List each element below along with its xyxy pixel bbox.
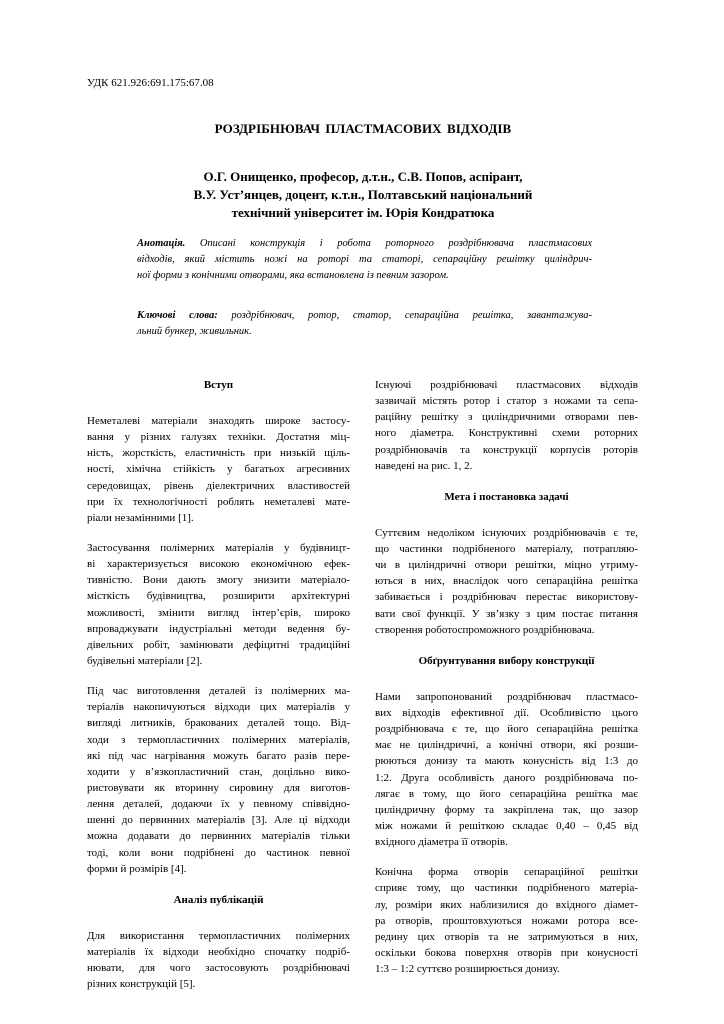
paragraph-line: вхідного діаметра її отворів. xyxy=(375,836,508,849)
section-heading-analysis: Аналіз публікацій xyxy=(173,893,264,906)
paragraph-line: циліндричну форму та закріплена так, що зазор xyxy=(375,803,638,816)
paragraph xyxy=(375,689,638,850)
paragraph xyxy=(87,413,350,526)
paragraph-line: тивністю. Вони дають змогу знизити матеріало- xyxy=(87,574,350,587)
paragraph-line: місткість будівництва, розширити архітектурні xyxy=(87,590,350,603)
authors-block xyxy=(87,168,639,222)
section-heading-intro: Вступ xyxy=(203,379,234,391)
paragraph-line: ра отворів, проштовхуються ножами ротора все- xyxy=(375,914,638,927)
paragraph-line: рюються донизу та мають конусність від 1:3 до xyxy=(375,755,638,768)
paragraph-line: будівельні матеріали [2]. xyxy=(87,654,203,667)
paragraph-line: Під час виготовлення деталей із полімерних ма- xyxy=(87,685,350,698)
paragraph xyxy=(375,525,638,638)
paragraph-line: ності, хімічна стійкість у багатьох агресивних xyxy=(87,463,350,476)
paragraph-line: різних конструкцій [5]. xyxy=(87,978,196,991)
abstract xyxy=(137,236,592,284)
paragraph-line: при їх технологічності роблять неметалеві мате- xyxy=(87,495,350,508)
paragraph-line: що частинки подрібненого матеріалу, потрапляю- xyxy=(375,542,638,555)
paragraph-line: ність, жорсткість, еластичність при низькій щіль- xyxy=(87,447,350,460)
paragraph xyxy=(87,683,350,877)
section-heading-construction-choice: Обґрунтування вибору конструкції xyxy=(418,654,595,667)
authors-line: В.У. Уст’янцев, доцент, к.т.н., Полтавський національний xyxy=(193,187,533,202)
abstract-line xyxy=(137,236,592,252)
keywords-text: роздрібнювач, ротор, статор, сепараційна решітка, завантажува- xyxy=(231,310,593,321)
abstract-text: Описані конструкція і робота роторного роздрібнювача пластмасових xyxy=(199,238,592,249)
paragraph-line: Нами запропонований роздрібнювач пластмасо- xyxy=(375,690,638,703)
paragraph-line: тоді, коли вони подрібнені до частинок певної xyxy=(87,846,350,859)
paragraph-line: створення роботоспроможного роздрібнювача. xyxy=(375,623,595,636)
right-column xyxy=(375,377,638,977)
paper-title: РОЗДРІБНЮВАЧ ПЛАСТМАСОВИХ ВІДХОДІВ xyxy=(214,121,512,136)
paragraph-line: раційну решітку з циліндричними отворами пев- xyxy=(375,411,638,424)
paragraph-line: зазвичай містять ротор і статор з ножами та сепа- xyxy=(375,395,638,408)
paragraph-line: лу, розміри яких наблизилися до вхідного діамет- xyxy=(375,898,638,911)
paragraph-line: Суттєвим недоліком існуючих роздрібнювачів є те, xyxy=(375,526,638,539)
abstract-label: Анотація. xyxy=(137,238,186,249)
paragraph-line: має не циліндричні, а конічні отвори, які розши- xyxy=(375,739,638,752)
paragraph-line: форми й розмірів [4]. xyxy=(87,862,187,875)
paragraph-line: ного діаметра. Конструктивні схеми роторних xyxy=(375,427,638,440)
paragraph-line: Конічна форма отворів сепараційної решітки xyxy=(375,866,638,879)
left-column xyxy=(87,377,350,992)
paragraph-line: між ножами й решіткою складає 0,40 – 0,45 від xyxy=(375,819,638,832)
section-heading-goal: Мета і постановка задачі xyxy=(444,490,569,503)
paragraph-line: які під час нагрівання можуть багато разів пере- xyxy=(87,749,350,762)
paragraph-line: лягає в тому, що його сепараційна решітка має xyxy=(375,787,638,800)
keywords-label: Ключові слова: xyxy=(137,310,218,321)
paragraph-line: ються в них, внаслідок чого сепараційна решітка xyxy=(375,575,638,588)
paragraph-line: шенні до первинних матеріалів [3]. Але ці відходи xyxy=(87,814,350,827)
paragraph-line: ходи з термопластичних полімерних матеріалів, xyxy=(87,733,350,746)
paragraph xyxy=(375,864,638,977)
paragraph-line: сприяє тому, що частинки подрібненого матеріа- xyxy=(375,882,638,895)
paragraph-line: вигляді литників, бракованих деталей тощо. Від- xyxy=(87,717,350,730)
paragraph-line: нювати, для чого застосовують роздрібнювачі xyxy=(87,962,350,975)
paragraph-line: роздрібнювача є те, що його сепараційна решітка xyxy=(375,723,638,736)
abstract-line: відходів, який містить ножі на роторі та статорі, сепараційну решітку циліндрич- xyxy=(137,254,592,265)
paragraph xyxy=(87,928,350,993)
keywords-line xyxy=(137,308,592,324)
paragraph-line: ристовувати як вторинну сировину для виготов- xyxy=(87,781,350,794)
paragraph-line: Неметалеві матеріали знаходять широке застосу- xyxy=(87,415,350,427)
paragraph-line: теріалів накопичуються відходи цих матеріалів у xyxy=(87,701,350,714)
paragraph xyxy=(375,377,638,474)
paragraph-line: наведені на рис. 1, 2. xyxy=(375,459,473,472)
paragraph-line: 1:3 – 1:2 суттєво розширюється донизу. xyxy=(375,963,560,976)
paragraph-line: можна додавати до первинних матеріалів тільки xyxy=(87,830,350,843)
authors-line: О.Г. Онищенко, професор, д.т.н., С.В. Попов, аспірант, xyxy=(203,169,523,184)
paragraph-line: оскільки бокова поверхня отворів при конусності xyxy=(375,946,638,959)
paragraph-line: вання у різних галузях техніки. Достатня міц- xyxy=(87,431,350,444)
paragraph xyxy=(87,540,350,669)
paragraph-line: можливості, змінити вигляд інтер’єрів, широко xyxy=(87,606,350,619)
paragraph-line: матеріалів їх відходи необхідно спочатку подріб- xyxy=(87,945,350,958)
authors-line: технічний університет ім. Юрія Кондратюка xyxy=(231,205,495,220)
paragraph-line: впроваджувати індустріальні методи ведення бу- xyxy=(87,622,350,635)
keywords-line: льний бункер, живильник. xyxy=(137,326,252,337)
paragraph-line: Для використання термопластичних полімерних xyxy=(87,929,350,942)
abstract-line: ної форми з конічними отворами, яка встановлена із певним зазором. xyxy=(137,270,449,281)
paragraph-line: дівельних робіт, замінювати дефіцитні традиційні xyxy=(87,638,350,651)
paragraph-line: лення деталей, додаючи їх у певному співвідно- xyxy=(87,798,350,811)
paragraph-line: Існуючі роздрібнювачі пластмасових відходів xyxy=(375,379,638,391)
paragraph-line: роздрібнювачів та конструкції корпусів роторів xyxy=(375,443,638,456)
paragraph-line: середовищах, рівень діелектричних властивостей xyxy=(87,479,350,492)
paragraph-line: ріали незамінними [1]. xyxy=(87,511,194,524)
paragraph-line: 1:2. Друга особливість даного роздрібнювача по- xyxy=(375,771,638,784)
paragraph-line: вих відходів ефективної дії. Особливістю цього xyxy=(375,706,638,719)
paragraph-line: ві характеризується високою економічною ефек- xyxy=(87,558,350,571)
keywords xyxy=(137,308,592,340)
paragraph-line: редину цих отворів та не затримуються в них, xyxy=(375,930,638,943)
paragraph-line: вати свої функції. У зв’язку з цим постає питання xyxy=(375,607,638,620)
paragraph-line: чи в циліндричні отвори решітки, міцно утриму- xyxy=(375,559,638,572)
udk-code: УДК 621.926:691.175:67.08 xyxy=(87,77,214,89)
paragraph-line: Застосування полімерних матеріалів у будівницт- xyxy=(87,541,350,554)
paragraph-line: ходити у в’язкопластичний стан, доцільно вико- xyxy=(87,765,350,778)
paragraph-line: забивається і роздрібнювач перестає використову- xyxy=(375,591,638,604)
